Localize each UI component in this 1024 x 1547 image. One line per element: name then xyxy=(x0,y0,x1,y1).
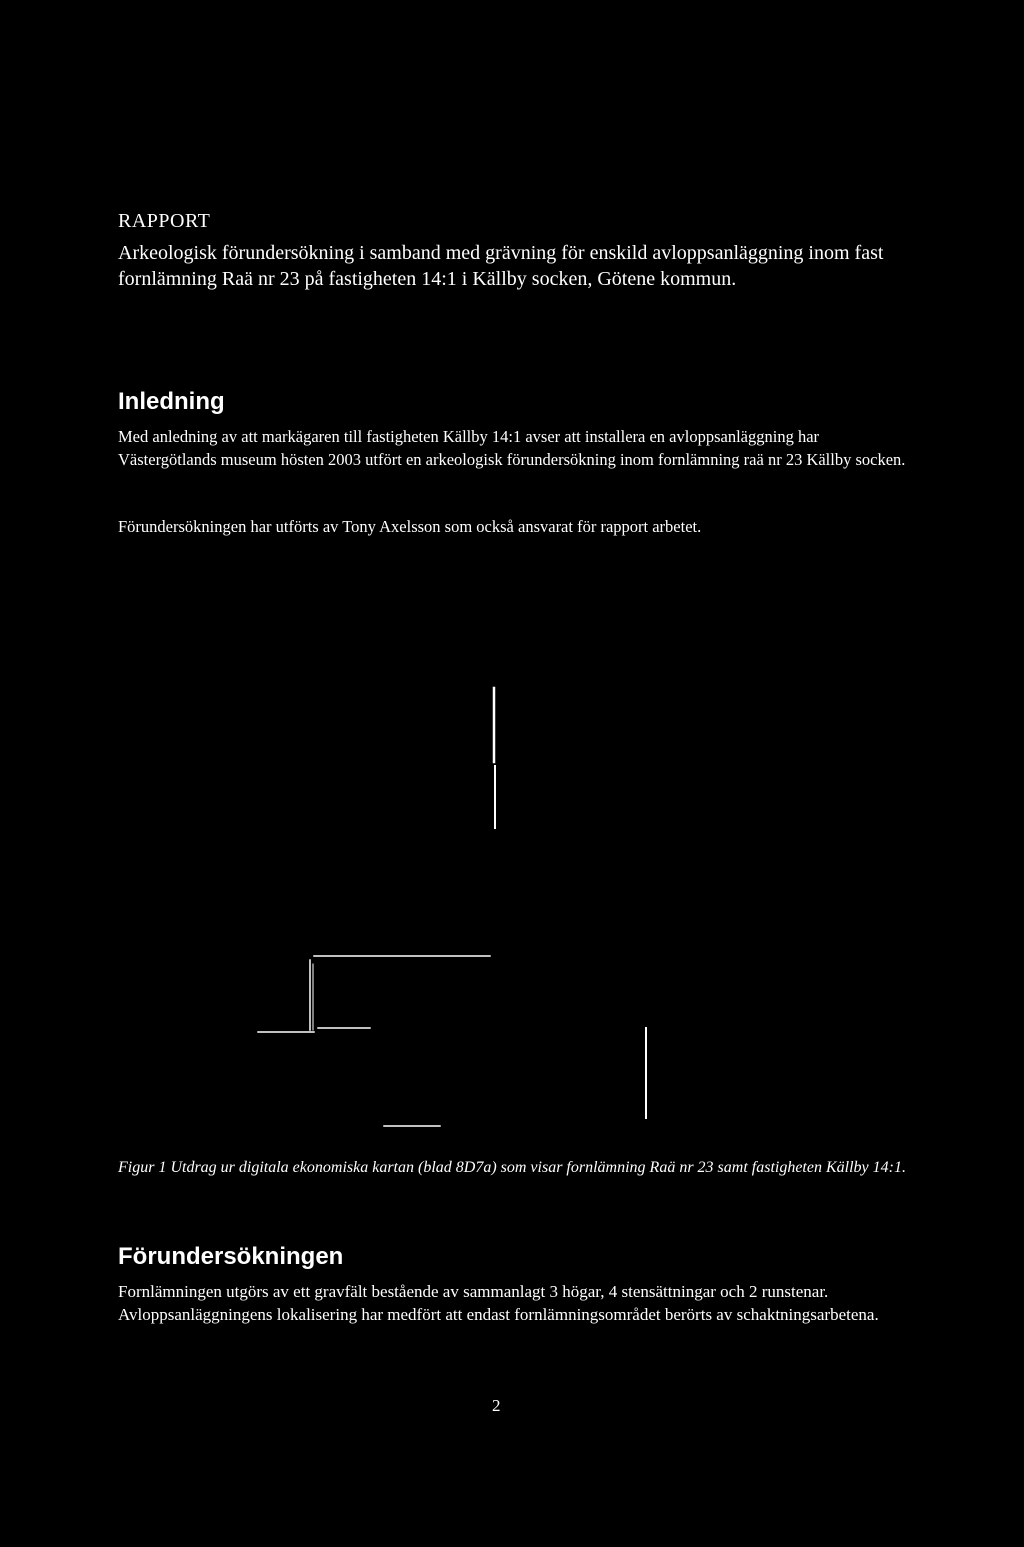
intro-paragraph-1: Med anledning av att markägaren till fastigheten Källby 14:1 avser att installera en avloppsanläggning har Västergötlands museum hösten 2003 utfört en arkeologisk förundersökning inom fornlämning raä nr 23 Källby socken. xyxy=(118,427,906,469)
map-figure xyxy=(118,600,908,1150)
section-heading-forundersokningen: Förundersökningen xyxy=(118,1243,344,1270)
report-title: Arkeologisk förundersökning i samband med grävning för enskild avloppsanläggning inom fast fornlämning Raä nr 23 på fastigheten 14:1 i Källby socken, Götene kommun. xyxy=(118,242,884,290)
results-paragraph-1: Fornlämningen utgörs av ett gravfält bestående av sammanlagt 3 högar, 4 stensättningar och 2 runstenar. Avloppsanläggningens lokalisering har medfört att endast fornlämningsområdet berörts av schaktningsarbetena. xyxy=(118,1282,879,1324)
intro-paragraph-2: Förundersökningen har utförts av Tony Axelsson som också ansvarat för rapport arbetet. xyxy=(118,517,702,536)
page-number: 2 xyxy=(492,1396,501,1415)
section-heading-inledning: Inledning xyxy=(118,388,225,415)
figure-caption: Figur 1 Utdrag ur digitala ekonomiska kartan (blad 8D7a) som visar fornlämning Raä nr 23 samt fastigheten Källby 14:1. xyxy=(118,1159,906,1176)
report-label: RAPPORT xyxy=(118,210,211,232)
map-excerpt-image xyxy=(118,600,908,1150)
